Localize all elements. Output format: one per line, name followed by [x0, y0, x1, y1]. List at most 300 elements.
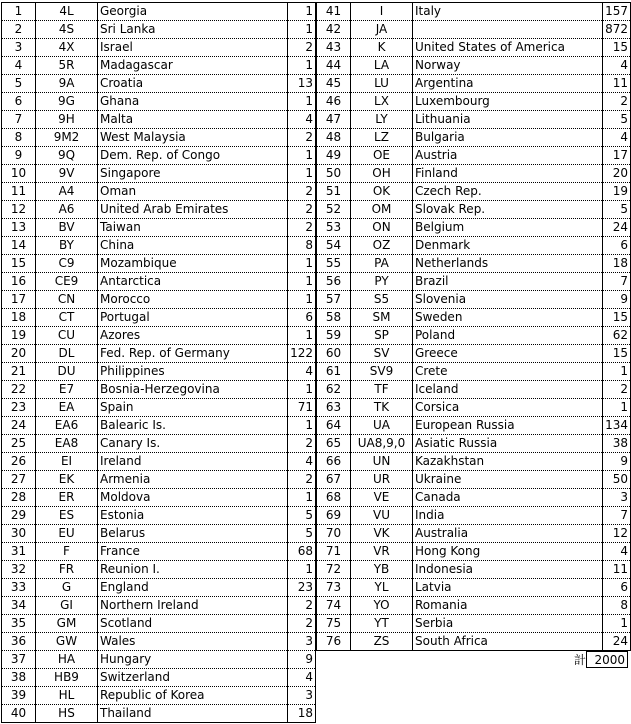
qso-count: 2 [288, 129, 316, 147]
table-row [317, 57, 631, 75]
row-number: 14 [2, 237, 36, 255]
row-number: 60 [317, 345, 351, 363]
callsign-prefix: YL [351, 579, 413, 597]
row-number: 67 [317, 471, 351, 489]
table-row [2, 453, 316, 471]
callsign-prefix: 9A [36, 75, 98, 93]
callsign-prefix: ZS [351, 633, 413, 651]
table-row [2, 561, 316, 579]
table-row [317, 219, 631, 237]
country-name: Dem. Rep. of Congo [98, 147, 288, 165]
table-row [2, 687, 316, 705]
callsign-prefix: I [351, 3, 413, 21]
qso-count: 6 [603, 237, 631, 255]
country-name: Reunion I. [98, 561, 288, 579]
table-row [2, 615, 316, 633]
qso-count: 12 [603, 525, 631, 543]
qso-count: 1 [603, 615, 631, 633]
qso-count: 24 [603, 219, 631, 237]
qso-count: 1 [288, 3, 316, 21]
qso-count: 20 [603, 165, 631, 183]
qso-count: 1 [288, 381, 316, 399]
row-number: 16 [2, 273, 36, 291]
country-name: Mozambique [98, 255, 288, 273]
qso-count: 1 [288, 147, 316, 165]
table-row [2, 165, 316, 183]
qso-count: 872 [603, 21, 631, 39]
table-row [317, 21, 631, 39]
qso-count: 23 [288, 579, 316, 597]
callsign-prefix: LZ [351, 129, 413, 147]
callsign-prefix: ES [36, 507, 98, 525]
row-number: 36 [2, 633, 36, 651]
country-name: Sri Lanka [98, 21, 288, 39]
country-name: Switzerland [98, 669, 288, 687]
qso-count: 134 [603, 417, 631, 435]
country-name: Antarctica [98, 273, 288, 291]
country-name: Italy [413, 3, 603, 21]
country-name: Iceland [413, 381, 603, 399]
table-row [2, 273, 316, 291]
qso-count: 122 [288, 345, 316, 363]
callsign-prefix: ON [351, 219, 413, 237]
table-row [2, 669, 316, 687]
callsign-prefix: 9H [36, 111, 98, 129]
callsign-prefix: 4L [36, 3, 98, 21]
row-number: 34 [2, 597, 36, 615]
right-table [316, 2, 631, 651]
country-name: Belarus [98, 525, 288, 543]
row-number: 58 [317, 309, 351, 327]
table-row [317, 201, 631, 219]
table-row [317, 597, 631, 615]
callsign-prefix: YB [351, 561, 413, 579]
row-number: 62 [317, 381, 351, 399]
callsign-prefix: 9G [36, 93, 98, 111]
qso-count: 15 [603, 309, 631, 327]
row-number: 20 [2, 345, 36, 363]
callsign-prefix: LA [351, 57, 413, 75]
row-number: 43 [317, 39, 351, 57]
row-number: 15 [2, 255, 36, 273]
left-table [1, 2, 316, 723]
callsign-prefix: EA8 [36, 435, 98, 453]
table-row [2, 597, 316, 615]
callsign-prefix: VR [351, 543, 413, 561]
callsign-prefix: A4 [36, 183, 98, 201]
row-number: 1 [2, 3, 36, 21]
callsign-prefix: A6 [36, 201, 98, 219]
qso-count: 19 [603, 183, 631, 201]
qso-count: 4 [603, 543, 631, 561]
row-number: 4 [2, 57, 36, 75]
callsign-prefix: CN [36, 291, 98, 309]
country-name: South Africa [413, 633, 603, 651]
country-name: West Malaysia [98, 129, 288, 147]
table-row [2, 129, 316, 147]
callsign-prefix: HL [36, 687, 98, 705]
row-number: 40 [2, 705, 36, 723]
callsign-prefix: YO [351, 597, 413, 615]
row-number: 8 [2, 129, 36, 147]
table-row [2, 543, 316, 561]
country-name: United Arab Emirates [98, 201, 288, 219]
country-name: Scotland [98, 615, 288, 633]
row-number: 41 [317, 3, 351, 21]
qso-count: 68 [288, 543, 316, 561]
country-name: European Russia [413, 417, 603, 435]
country-name: Indonesia [413, 561, 603, 579]
country-name: Malta [98, 111, 288, 129]
callsign-prefix: E7 [36, 381, 98, 399]
callsign-prefix: PY [351, 273, 413, 291]
row-number: 68 [317, 489, 351, 507]
row-number: 72 [317, 561, 351, 579]
country-name: United States of America [413, 39, 603, 57]
row-number: 27 [2, 471, 36, 489]
table-row [2, 525, 316, 543]
table-row [2, 255, 316, 273]
row-number: 57 [317, 291, 351, 309]
country-name: Luxembourg [413, 93, 603, 111]
table-row [317, 129, 631, 147]
country-name: Georgia [98, 3, 288, 21]
qso-count: 1 [603, 363, 631, 381]
qso-count: 9 [603, 453, 631, 471]
callsign-prefix: DU [36, 363, 98, 381]
country-name: Croatia [98, 75, 288, 93]
callsign-prefix: UN [351, 453, 413, 471]
country-name: Azores [98, 327, 288, 345]
callsign-prefix: PA [351, 255, 413, 273]
country-name: Norway [413, 57, 603, 75]
total-label: 計 [573, 653, 586, 667]
country-name: Fed. Rep. of Germany [98, 345, 288, 363]
row-number: 25 [2, 435, 36, 453]
row-number: 55 [317, 255, 351, 273]
table-row [2, 417, 316, 435]
country-name: Thailand [98, 705, 288, 723]
row-number: 31 [2, 543, 36, 561]
qso-count: 11 [603, 561, 631, 579]
table-row [2, 471, 316, 489]
table-row [317, 543, 631, 561]
table-row [317, 471, 631, 489]
row-number: 63 [317, 399, 351, 417]
country-name: Northern Ireland [98, 597, 288, 615]
qso-count: 157 [603, 3, 631, 21]
callsign-prefix: OZ [351, 237, 413, 255]
qso-count: 9 [603, 291, 631, 309]
table-row [317, 615, 631, 633]
qso-count: 50 [603, 471, 631, 489]
qso-count: 7 [603, 273, 631, 291]
country-name: Argentina [413, 75, 603, 93]
callsign-prefix: FR [36, 561, 98, 579]
callsign-prefix: OH [351, 165, 413, 183]
qso-count: 24 [603, 633, 631, 651]
qso-count: 4 [288, 453, 316, 471]
qso-count: 1 [288, 489, 316, 507]
country-name: Taiwan [98, 219, 288, 237]
callsign-prefix: UA [351, 417, 413, 435]
qso-count: 3 [288, 633, 316, 651]
country-name: Greece [413, 345, 603, 363]
qso-count: 13 [288, 75, 316, 93]
total-row [556, 651, 630, 669]
country-name: Austria [413, 147, 603, 165]
table-row [2, 3, 316, 21]
row-number: 39 [2, 687, 36, 705]
country-name: Asiatic Russia [413, 435, 603, 453]
qso-count: 1 [288, 21, 316, 39]
qso-count: 38 [603, 435, 631, 453]
table-row [317, 435, 631, 453]
row-number: 30 [2, 525, 36, 543]
callsign-prefix: TK [351, 399, 413, 417]
country-name: Sweden [413, 309, 603, 327]
row-number: 2 [2, 21, 36, 39]
qso-count: 1 [603, 399, 631, 417]
row-number: 45 [317, 75, 351, 93]
callsign-prefix: GI [36, 597, 98, 615]
country-name: Bosnia-Herzegovina [98, 381, 288, 399]
callsign-prefix: S5 [351, 291, 413, 309]
row-number: 24 [2, 417, 36, 435]
table-row [2, 75, 316, 93]
country-name: Denmark [413, 237, 603, 255]
row-number: 65 [317, 435, 351, 453]
callsign-prefix: UR [351, 471, 413, 489]
callsign-prefix: BY [36, 237, 98, 255]
country-name: Canary Is. [98, 435, 288, 453]
table-row [2, 579, 316, 597]
row-number: 59 [317, 327, 351, 345]
country-name: Spain [98, 399, 288, 417]
qso-count: 62 [603, 327, 631, 345]
callsign-prefix: DL [36, 345, 98, 363]
callsign-prefix: K [351, 39, 413, 57]
row-number: 54 [317, 237, 351, 255]
qso-count: 3 [288, 687, 316, 705]
table-row [317, 417, 631, 435]
table-row [2, 21, 316, 39]
table-row [2, 363, 316, 381]
table-row [2, 705, 316, 723]
country-name: Ghana [98, 93, 288, 111]
table-row [2, 183, 316, 201]
table-row [317, 579, 631, 597]
table-row [317, 93, 631, 111]
qso-count: 2 [288, 39, 316, 57]
row-number: 26 [2, 453, 36, 471]
qso-count: 1 [288, 165, 316, 183]
callsign-prefix: ER [36, 489, 98, 507]
country-name: Corsica [413, 399, 603, 417]
country-name: Czech Rep. [413, 183, 603, 201]
callsign-prefix: VU [351, 507, 413, 525]
country-name: Slovak Rep. [413, 201, 603, 219]
qso-count: 8 [288, 237, 316, 255]
row-number: 5 [2, 75, 36, 93]
qso-count: 2 [288, 219, 316, 237]
qso-count: 1 [288, 291, 316, 309]
row-number: 69 [317, 507, 351, 525]
row-number: 7 [2, 111, 36, 129]
callsign-prefix: 9M2 [36, 129, 98, 147]
callsign-prefix: SM [351, 309, 413, 327]
country-name [413, 21, 603, 39]
row-number: 46 [317, 93, 351, 111]
country-name: India [413, 507, 603, 525]
row-number: 42 [317, 21, 351, 39]
table-row [317, 147, 631, 165]
table-row [2, 489, 316, 507]
qso-count: 2 [603, 93, 631, 111]
country-name: China [98, 237, 288, 255]
qso-count: 2 [288, 435, 316, 453]
country-name: Australia [413, 525, 603, 543]
country-name: Hungary [98, 651, 288, 669]
table-row [317, 399, 631, 417]
row-number: 38 [2, 669, 36, 687]
country-name: Kazakhstan [413, 453, 603, 471]
qso-count: 1 [288, 561, 316, 579]
country-name: Republic of Korea [98, 687, 288, 705]
row-number: 29 [2, 507, 36, 525]
row-number: 75 [317, 615, 351, 633]
row-number: 52 [317, 201, 351, 219]
country-name: Israel [98, 39, 288, 57]
country-name: Lithuania [413, 111, 603, 129]
qso-count: 8 [603, 597, 631, 615]
row-number: 76 [317, 633, 351, 651]
country-name: Poland [413, 327, 603, 345]
table-row [317, 39, 631, 57]
qso-count: 1 [288, 57, 316, 75]
table-row [317, 309, 631, 327]
qso-count: 7 [603, 507, 631, 525]
row-number: 9 [2, 147, 36, 165]
country-name: Estonia [98, 507, 288, 525]
table-row [317, 453, 631, 471]
callsign-prefix: 5R [36, 57, 98, 75]
callsign-prefix: CU [36, 327, 98, 345]
callsign-prefix: JA [351, 21, 413, 39]
table-row [317, 111, 631, 129]
qso-count: 1 [288, 327, 316, 345]
callsign-prefix: 9Q [36, 147, 98, 165]
row-number: 21 [2, 363, 36, 381]
qso-count: 1 [288, 417, 316, 435]
callsign-prefix: HS [36, 705, 98, 723]
row-number: 56 [317, 273, 351, 291]
country-name: France [98, 543, 288, 561]
country-name: Morocco [98, 291, 288, 309]
qso-count: 9 [288, 651, 316, 669]
qso-count: 15 [603, 345, 631, 363]
row-number: 23 [2, 399, 36, 417]
qso-count: 2 [603, 381, 631, 399]
country-name: Serbia [413, 615, 603, 633]
row-number: 66 [317, 453, 351, 471]
country-name: Finland [413, 165, 603, 183]
table-row [2, 399, 316, 417]
callsign-prefix: 4X [36, 39, 98, 57]
country-name: Balearic Is. [98, 417, 288, 435]
qso-count: 4 [288, 669, 316, 687]
table-row [317, 165, 631, 183]
row-number: 61 [317, 363, 351, 381]
table-row [317, 183, 631, 201]
qso-count: 3 [603, 489, 631, 507]
qso-count: 5 [603, 201, 631, 219]
callsign-prefix: HA [36, 651, 98, 669]
row-number: 74 [317, 597, 351, 615]
callsign-prefix: UA8,9,0 [351, 435, 413, 453]
callsign-prefix: TF [351, 381, 413, 399]
callsign-prefix: BV [36, 219, 98, 237]
country-name: Slovenia [413, 291, 603, 309]
callsign-prefix: LY [351, 111, 413, 129]
callsign-prefix: EU [36, 525, 98, 543]
table-row [2, 219, 316, 237]
country-name: Canada [413, 489, 603, 507]
callsign-prefix: GM [36, 615, 98, 633]
callsign-prefix: HB9 [36, 669, 98, 687]
table-row [2, 651, 316, 669]
row-number: 50 [317, 165, 351, 183]
table-row [317, 255, 631, 273]
qso-count: 4 [288, 363, 316, 381]
table-row [2, 309, 316, 327]
row-number: 44 [317, 57, 351, 75]
country-name: Philippines [98, 363, 288, 381]
table-row [317, 327, 631, 345]
qso-count: 17 [603, 147, 631, 165]
row-number: 53 [317, 219, 351, 237]
callsign-prefix: OM [351, 201, 413, 219]
qso-count: 71 [288, 399, 316, 417]
callsign-prefix: F [36, 543, 98, 561]
qso-count: 2 [288, 471, 316, 489]
country-name: Singapore [98, 165, 288, 183]
qso-count: 6 [603, 579, 631, 597]
table-row [317, 381, 631, 399]
row-number: 3 [2, 39, 36, 57]
table-row [2, 345, 316, 363]
row-number: 64 [317, 417, 351, 435]
callsign-prefix: VK [351, 525, 413, 543]
row-number: 11 [2, 183, 36, 201]
qso-count: 1 [288, 93, 316, 111]
table-row [317, 489, 631, 507]
table-row [317, 561, 631, 579]
qso-count: 18 [603, 255, 631, 273]
qso-count: 5 [288, 525, 316, 543]
country-name: Belgium [413, 219, 603, 237]
qso-count: 5 [288, 507, 316, 525]
table-row [2, 291, 316, 309]
callsign-prefix: 4S [36, 21, 98, 39]
row-number: 17 [2, 291, 36, 309]
callsign-prefix: LX [351, 93, 413, 111]
country-name: Hong Kong [413, 543, 603, 561]
qso-count: 15 [603, 39, 631, 57]
row-number: 10 [2, 165, 36, 183]
table-row [317, 291, 631, 309]
row-number: 19 [2, 327, 36, 345]
